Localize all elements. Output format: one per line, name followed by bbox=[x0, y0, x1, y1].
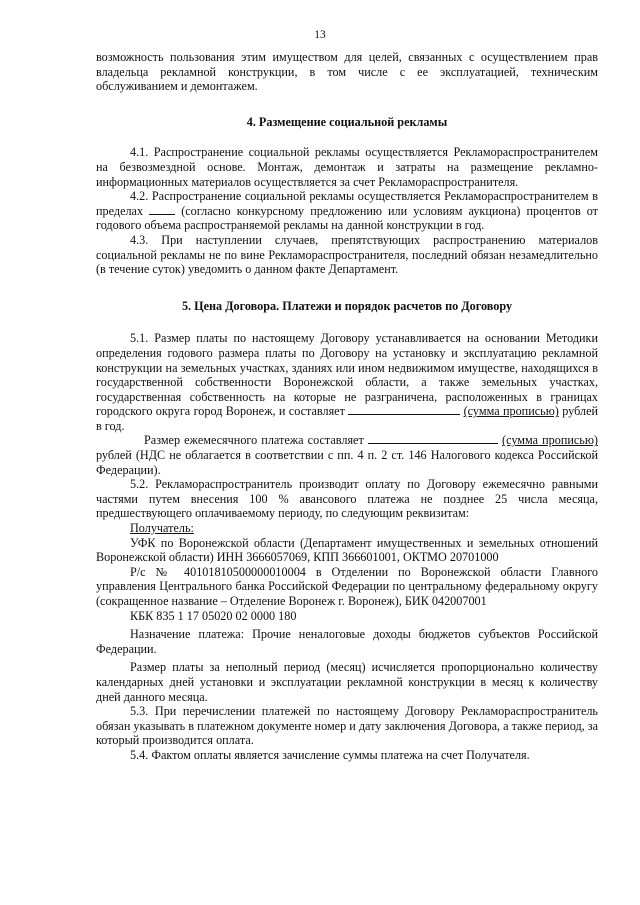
partial-period-payment: Размер платы за неполный период (месяц) исчисляется пропорционально количеству календарных дней установки и эксплуатации рекламной конструкции в месяц к количеству дней данного месяца. bbox=[96, 660, 598, 704]
page-number: 13 bbox=[314, 29, 326, 41]
paragraph-4-2-text-after: (согласно конкурсному предложению или условиям аукциона) процентов от годового объема распространяемой рекламы на данной конструкции в год. bbox=[96, 203, 599, 233]
monthly-payment-suffix: рублей (НДС не облагается в соответствии с пп. 4 п. 2 ст. 146 Налогового кодекса Российской Федерации). bbox=[96, 448, 598, 477]
paragraph-5-2: 5.2. Рекламораспространитель производит оплату по Договору ежемесячно равными частями путем внесения 100 % авансового платежа не позднее 25 числа месяца, предшествующего оплачиваемому периоду, по следующим реквизитам: bbox=[96, 477, 598, 521]
annual-sum-blank bbox=[348, 404, 460, 415]
recipient-account: Р/с № 40101810500000010004 в Отделении по Воронежской области Главного управления Центрального банка Российской Федерации по центральному федеральному округу (сокращенное название – Отделение Воронеж г. Воронеж), БИК 042007001 bbox=[96, 564, 598, 608]
paragraph-4-1: 4.1. Распространение социальной рекламы осуществляется Рекламораспространителем на безвозмездной основе. Монтаж, демонтаж и затраты на размещение рекламно-информационных материалов осуществляется за счет Рекламораспространителя. bbox=[96, 145, 598, 189]
recipient-ufk: УФК по Воронежской области (Департамент имущественных и земельных отношений Воронежской области) ИНН 3666057069, КПП 366601001, ОКТМО 20701000 bbox=[96, 535, 598, 565]
paragraph-5-1 bbox=[96, 331, 598, 433]
paragraph-5-1-text: 5.1. Размер платы по настоящему Договору устанавливается на основании Методики определения годового размера платы по Договору на установку и эксплуатацию рекламной конструкции на земельных участках, зданиях или ином недвижимом имуществе, находящихся в государственной собственности Воронежской области, а также земельных участках, государственная собственность на которые не разграничена, расположенных в границах городского округа город Воронеж, и составляет bbox=[96, 331, 598, 419]
paragraph-4-3: 4.3. При наступлении случаев, препятствующих распространению материалов социальной рекламы не по вине Рекламораспространителя, последний обязан незамедлительно (в течение суток) уведомить о данном факте Департамент. bbox=[96, 232, 598, 277]
kbk-code: КБК 835 1 17 05020 02 0000 180 bbox=[130, 608, 297, 623]
section-4-heading: 4. Размещение социальной рекламы bbox=[246, 114, 448, 129]
percent-blank bbox=[149, 204, 175, 215]
monthly-sum-label: (сумма прописью) bbox=[502, 433, 598, 448]
recipient-label: Получатель: bbox=[130, 521, 194, 536]
section-5-heading: 5. Цена Договора. Платежи и порядок расчетов по Договору bbox=[181, 298, 513, 313]
monthly-payment-text: Размер ежемесячного платежа составляет bbox=[144, 433, 364, 448]
monthly-payment bbox=[96, 433, 598, 477]
paragraph-4-2 bbox=[96, 189, 598, 233]
paragraph-5-3: 5.3. При перечислении платежей по настоящему Договору Рекламораспространитель обязан указывать в платежном документе номер и дату заключения Договора, а также период, за который производится оплата. bbox=[96, 704, 598, 748]
annual-sum-label: (сумма прописью) bbox=[463, 404, 559, 419]
document-body bbox=[96, 50, 598, 763]
monthly-sum-blank bbox=[368, 433, 498, 444]
annual-sum-suffix: рублей в год. bbox=[96, 404, 598, 433]
intro-paragraph: возможность пользования этим имуществом для целей, связанных с осуществлением прав владельца рекламной конструкции, в том числе с ее эксплуатацией, техническим обслуживанием и демонтажем. bbox=[96, 50, 598, 94]
paragraph-4-2-text-before: 4.2. Распространение социальной рекламы осуществляется Рекламораспространителем в пределах bbox=[96, 189, 598, 218]
paragraph-5-4: 5.4. Фактом оплаты является зачисление суммы платежа на счет Получателя. bbox=[130, 747, 530, 762]
payment-purpose: Назначение платежа: Прочие неналоговые доходы бюджетов субъектов Российской Федерации. bbox=[96, 627, 598, 656]
